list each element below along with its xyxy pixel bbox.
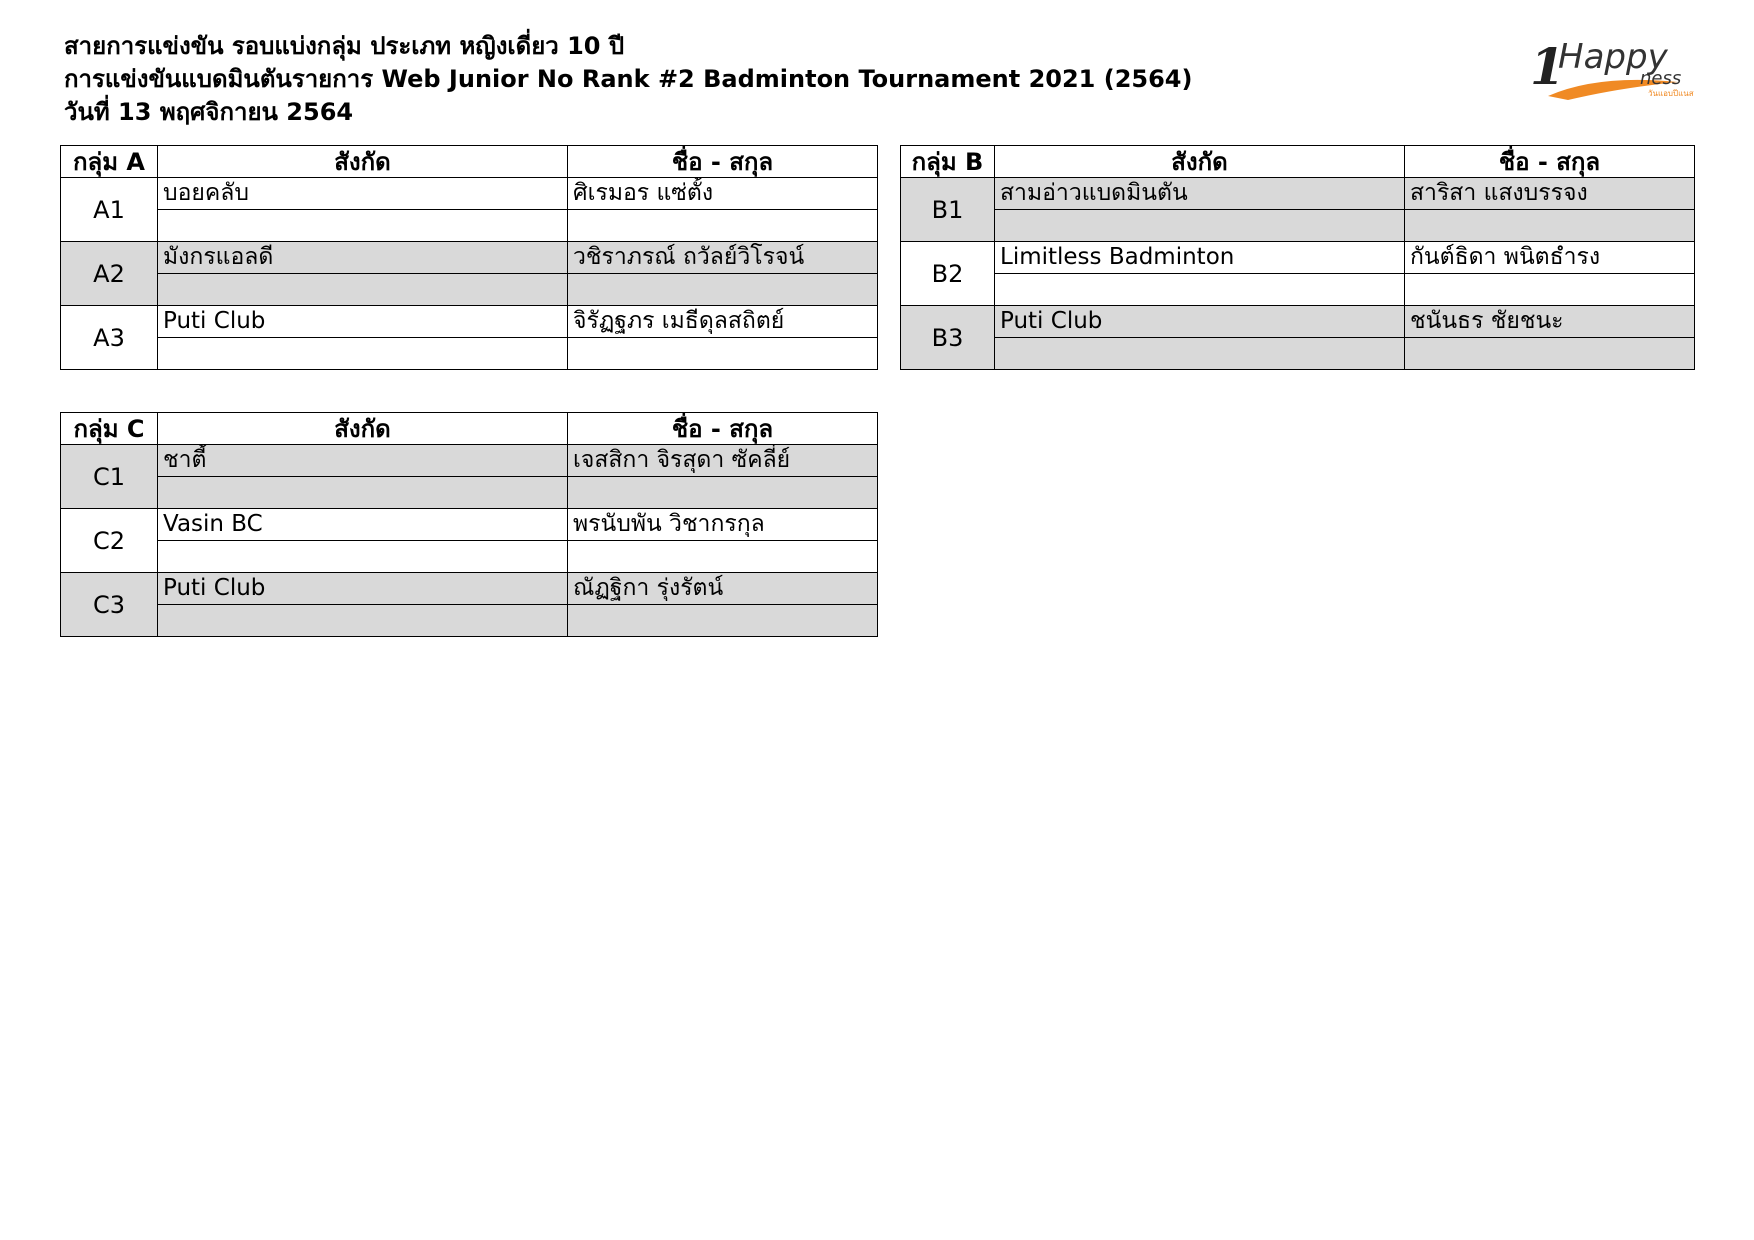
club-cell: Puti Club bbox=[995, 306, 1405, 338]
seed-cell: A2 bbox=[61, 242, 158, 306]
table-row-blank bbox=[61, 210, 878, 242]
event-date: วันที่ 13 พฤศจิกายน 2564 bbox=[64, 98, 354, 126]
name-header: ชื่อ - สกุล bbox=[568, 146, 878, 178]
seed-cell: A3 bbox=[61, 306, 158, 370]
club-cell: Vasin BC bbox=[158, 509, 568, 541]
logo-digit: 1 bbox=[1530, 37, 1565, 96]
logo-text: Happy bbox=[1558, 37, 1668, 77]
seed-cell: C2 bbox=[61, 509, 158, 573]
affiliation-header: สังกัด bbox=[995, 146, 1405, 178]
group-label: กลุ่ม A bbox=[61, 146, 158, 178]
player-name-cell: จิรัฏฐภร เมธีดุลสถิตย์ bbox=[568, 306, 878, 338]
tournament-title: การแข่งขันแบดมินตันรายการ Web Junior No Rank #2 Badminton Tournament 2021 (2564) bbox=[64, 65, 1193, 93]
table-row bbox=[901, 178, 1695, 210]
player-name-cell: ชนันธร ชัยชนะ bbox=[1405, 306, 1695, 338]
table-row-blank bbox=[901, 210, 1695, 242]
seed-cell: A1 bbox=[61, 178, 158, 242]
group-c-table bbox=[60, 412, 878, 637]
club-cell: มังกรแอลดี bbox=[158, 242, 568, 274]
logo-tagline: วันแอบปีแนส bbox=[1648, 89, 1694, 98]
table-row bbox=[61, 306, 878, 338]
group-a-table bbox=[60, 145, 878, 370]
logo-subtext: ness bbox=[1640, 68, 1682, 89]
player-name-cell: สาริสา แสงบรรจง bbox=[1405, 178, 1695, 210]
club-cell: สามอ่าวแบดมินตัน bbox=[995, 178, 1405, 210]
table-header-row bbox=[61, 413, 878, 445]
club-cell: ชาตี้ bbox=[158, 445, 568, 477]
name-header: ชื่อ - สกุล bbox=[1405, 146, 1695, 178]
table-row-blank bbox=[901, 274, 1695, 306]
table-row-blank bbox=[61, 338, 878, 370]
affiliation-header: สังกัด bbox=[158, 146, 568, 178]
happyness-logo bbox=[1528, 34, 1698, 102]
group-label: กลุ่ม C bbox=[61, 413, 158, 445]
seed-cell: C3 bbox=[61, 573, 158, 637]
table-header-row bbox=[61, 146, 878, 178]
table-row bbox=[901, 306, 1695, 338]
player-name-cell: เจสสิกา จิรสุดา ซัคลี่ย์ bbox=[568, 445, 878, 477]
table-header-row bbox=[901, 146, 1695, 178]
player-name-cell: วชิราภรณ์ ถวัลย์วิโรจน์ bbox=[568, 242, 878, 274]
seed-cell: B2 bbox=[901, 242, 995, 306]
player-name-cell: กันต์ธิดา พนิตธำรง bbox=[1405, 242, 1695, 274]
group-label: กลุ่ม B bbox=[901, 146, 995, 178]
table-row-blank bbox=[61, 477, 878, 509]
name-header: ชื่อ - สกุล bbox=[568, 413, 878, 445]
player-name-cell: ณัฏฐิกา รุ่งรัตน์ bbox=[568, 573, 878, 605]
group-b-table bbox=[900, 145, 1695, 370]
player-name-cell: ศิเรมอร แซ่ตั้ง bbox=[568, 178, 878, 210]
event-title: สายการแข่งขัน รอบแบ่งกลุ่ม ประเภท หญิงเดี่ยว 10 ปี bbox=[64, 32, 625, 60]
table-row bbox=[61, 242, 878, 274]
club-cell: Limitless Badminton bbox=[995, 242, 1405, 274]
club-cell: บอยคลับ bbox=[158, 178, 568, 210]
document-header bbox=[64, 30, 1444, 129]
seed-cell: B3 bbox=[901, 306, 995, 370]
table-row-blank bbox=[61, 541, 878, 573]
seed-cell: B1 bbox=[901, 178, 995, 242]
player-name-cell: พรนับพัน วิชากรกุล bbox=[568, 509, 878, 541]
club-cell: Puti Club bbox=[158, 306, 568, 338]
seed-cell: C1 bbox=[61, 445, 158, 509]
table-row-blank bbox=[61, 605, 878, 637]
table-row bbox=[901, 242, 1695, 274]
table-row bbox=[61, 178, 878, 210]
table-row bbox=[61, 445, 878, 477]
affiliation-header: สังกัด bbox=[158, 413, 568, 445]
table-row-blank bbox=[901, 338, 1695, 370]
table-row bbox=[61, 509, 878, 541]
table-row-blank bbox=[61, 274, 878, 306]
table-row bbox=[61, 573, 878, 605]
club-cell: Puti Club bbox=[158, 573, 568, 605]
